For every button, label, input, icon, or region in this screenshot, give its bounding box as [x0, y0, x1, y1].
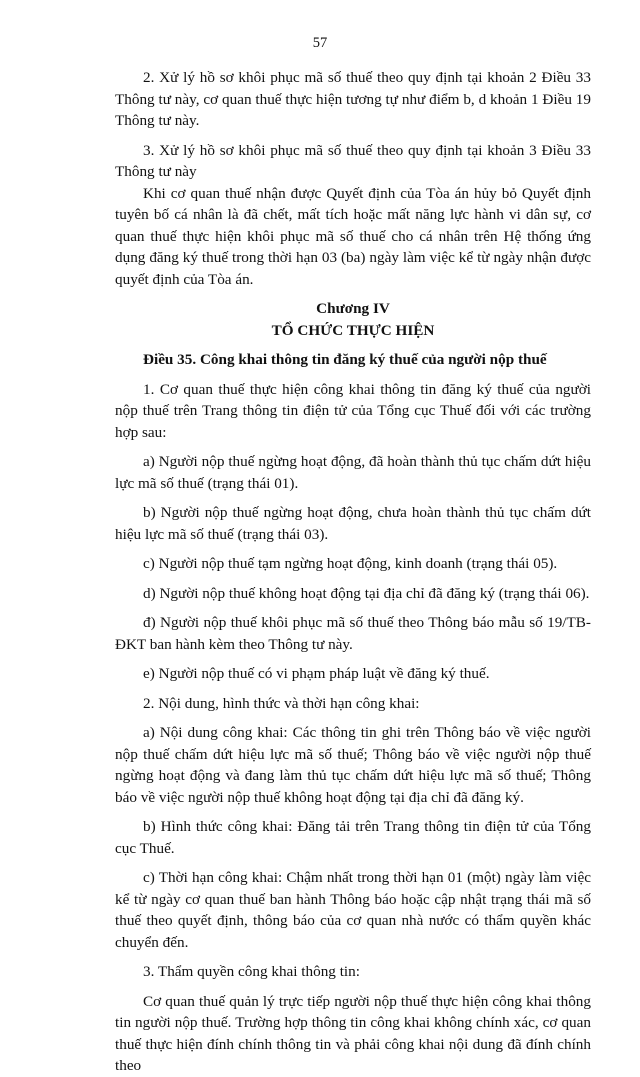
paragraph: 2. Xử lý hồ sơ khôi phục mã số thuế theo quy định tại khoản 2 Điều 33 Thông tư này, cơ quan thuế thực hiện tương tự như điểm b, d khoản 1 Điều 19 Thông tư này. — [115, 69, 591, 129]
paragraph: Cơ quan thuế quản lý trực tiếp người nộp thuế thực hiện công khai thông tin người nộp thuế. Trường hợp thông tin công khai không chính xác, cơ quan thuế thực hiện đính chính thông tin và phải công khai nội dung đã đính chính theo — [115, 992, 591, 1074]
article-heading: Điều 35. Công khai thông tin đăng ký thuế của người nộp thuế — [143, 351, 547, 368]
chapter-title: TỔ CHỨC THỰC HIỆN — [271, 321, 435, 339]
paragraph: Khi cơ quan thuế nhận được Quyết định của Tòa án hủy bỏ Quyết định tuyên bố cá nhân là đã chết, mất tích hoặc mất năng lực hành vi dân sự, cơ quan thuế thực hiện khôi phục mã số thuế cho cá nhân trên Hệ thống ứng dụng đăng ký thuế trong thời hạn 03 (ba) ngày làm việc kể từ ngày nhận được quyết định của Tòa án. — [115, 184, 591, 288]
paragraph: e) Người nộp thuế có vi phạm pháp luật về đăng ký thuế. — [143, 665, 490, 682]
paragraph: d) Người nộp thuế không hoạt động tại địa chỉ đã đăng ký (trạng thái 06). — [143, 584, 590, 602]
paragraph: đ) Người nộp thuế khôi phục mã số thuế theo Thông báo mẫu số 19/TB-ĐKT ban hành kèm theo Thông tư này. — [115, 614, 591, 653]
page-number: 57 — [312, 35, 328, 51]
paragraph: b) Người nộp thuế ngừng hoạt động, chưa hoàn thành thủ tục chấm dứt hiệu lực mã số thuế (trạng thái 03). — [115, 504, 591, 543]
paragraph: a) Người nộp thuế ngừng hoạt động, đã hoàn thành thủ tục chấm dứt hiệu lực mã số thuế (trạng thái 01). — [115, 453, 591, 492]
paragraph: 1. Cơ quan thuế thực hiện công khai thông tin đăng ký thuế của người nộp thuế trên Trang thông tin điện tử của Tổng cục Thuế đối với các trường hợp sau: — [115, 380, 591, 441]
paragraph: b) Hình thức công khai: Đăng tải trên Trang thông tin điện tử của Tổng cục Thuế. — [115, 818, 591, 857]
paragraph: 2. Nội dung, hình thức và thời hạn công khai: — [143, 694, 420, 712]
paragraph: 3. Xử lý hồ sơ khôi phục mã số thuế theo quy định tại khoản 3 Điều 33 Thông tư này — [115, 141, 591, 180]
paragraph: c) Người nộp thuế tạm ngừng hoạt động, kinh doanh (trạng thái 05). — [143, 555, 558, 572]
paragraph: c) Thời hạn công khai: Chậm nhất trong thời hạn 01 (một) ngày làm việc kể từ ngày cơ quan thuế ban hành Thông báo hoặc cập nhật trạng thái mã số thuế theo quyết định, thông báo của cơ quan nhà nước có thẩm quyền khác chuyển đến. — [115, 869, 591, 951]
chapter-number: Chương IV — [316, 300, 390, 317]
paragraph: 3. Thẩm quyền công khai thông tin: — [143, 963, 360, 980]
document-body — [115, 67, 591, 1077]
paragraph: a) Nội dung công khai: Các thông tin ghi trên Thông báo về việc người nộp thuế chấm dứt hiệu lực mã số thuế; Thông báo về việc người nộp thuế ngừng hoạt động và đang làm thủ tục chấm dứt hiệu lực mã số thuế; Thông báo về việc người nộp thuế không hoạt động tại địa chỉ đã đăng ký. — [115, 724, 591, 806]
